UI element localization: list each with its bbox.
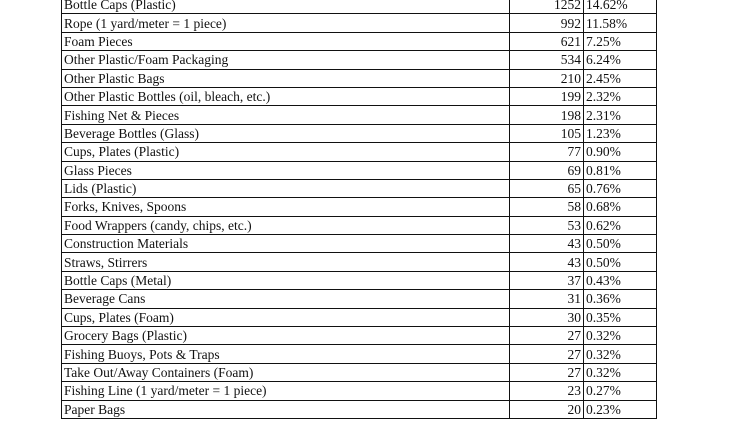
item-name-cell: Bottle Caps (Metal) bbox=[62, 271, 510, 289]
item-percent-cell: 0.90% bbox=[584, 143, 657, 161]
item-name-cell: Forks, Knives, Spoons bbox=[62, 198, 510, 216]
item-percent-cell: 0.35% bbox=[584, 308, 657, 326]
table-row bbox=[62, 290, 657, 308]
table-row bbox=[62, 124, 657, 142]
item-name-cell: Cups, Plates (Plastic) bbox=[62, 143, 510, 161]
table-row bbox=[62, 143, 657, 161]
item-count-cell: 43 bbox=[510, 253, 584, 271]
item-percent-cell: 0.43% bbox=[584, 271, 657, 289]
item-name-cell: Glass Pieces bbox=[62, 161, 510, 179]
table-row bbox=[62, 69, 657, 87]
item-percent-cell: 0.32% bbox=[584, 363, 657, 381]
item-name-cell: Bottle Caps (Plastic) bbox=[62, 0, 510, 14]
item-name-cell: Foam Pieces bbox=[62, 32, 510, 50]
debris-table-body bbox=[62, 0, 657, 418]
item-percent-cell: 0.76% bbox=[584, 179, 657, 197]
table-row bbox=[62, 216, 657, 234]
item-percent-cell: 6.24% bbox=[584, 51, 657, 69]
item-name-cell: Fishing Line (1 yard/meter = 1 piece) bbox=[62, 382, 510, 400]
item-percent-cell: 0.32% bbox=[584, 345, 657, 363]
item-percent-cell: 0.81% bbox=[584, 161, 657, 179]
item-percent-cell: 14.62% bbox=[584, 0, 657, 14]
item-count-cell: 58 bbox=[510, 198, 584, 216]
item-name-cell: Fishing Net & Pieces bbox=[62, 106, 510, 124]
item-name-cell: Straws, Stirrers bbox=[62, 253, 510, 271]
table-row bbox=[62, 179, 657, 197]
item-count-cell: 105 bbox=[510, 124, 584, 142]
item-name-cell: Other Plastic/Foam Packaging bbox=[62, 51, 510, 69]
item-percent-cell: 0.50% bbox=[584, 235, 657, 253]
item-percent-cell: 0.68% bbox=[584, 198, 657, 216]
table-row bbox=[62, 382, 657, 400]
item-count-cell: 30 bbox=[510, 308, 584, 326]
item-count-cell: 210 bbox=[510, 69, 584, 87]
item-percent-cell: 0.27% bbox=[584, 382, 657, 400]
item-count-cell: 621 bbox=[510, 32, 584, 50]
table-row bbox=[62, 271, 657, 289]
item-percent-cell: 1.23% bbox=[584, 124, 657, 142]
item-count-cell: 77 bbox=[510, 143, 584, 161]
item-count-cell: 37 bbox=[510, 271, 584, 289]
item-count-cell: 992 bbox=[510, 14, 584, 32]
table-row bbox=[62, 161, 657, 179]
table-row bbox=[62, 198, 657, 216]
item-name-cell: Cups, Plates (Foam) bbox=[62, 308, 510, 326]
item-name-cell: Lids (Plastic) bbox=[62, 179, 510, 197]
item-name-cell: Beverage Bottles (Glass) bbox=[62, 124, 510, 142]
item-count-cell: 69 bbox=[510, 161, 584, 179]
item-name-cell: Beverage Cans bbox=[62, 290, 510, 308]
item-name-cell: Take Out/Away Containers (Foam) bbox=[62, 363, 510, 381]
table-row bbox=[62, 0, 657, 14]
item-count-cell: 27 bbox=[510, 327, 584, 345]
item-percent-cell: 2.32% bbox=[584, 87, 657, 105]
item-percent-cell: 0.50% bbox=[584, 253, 657, 271]
item-count-cell: 23 bbox=[510, 382, 584, 400]
item-name-cell: Fishing Buoys, Pots & Traps bbox=[62, 345, 510, 363]
item-name-cell: Paper Bags bbox=[62, 400, 510, 418]
item-percent-cell: 0.36% bbox=[584, 290, 657, 308]
table-row bbox=[62, 32, 657, 50]
item-count-cell: 27 bbox=[510, 363, 584, 381]
item-percent-cell: 0.32% bbox=[584, 327, 657, 345]
table-row bbox=[62, 327, 657, 345]
table-row bbox=[62, 51, 657, 69]
table-row bbox=[62, 106, 657, 124]
item-name-cell: Grocery Bags (Plastic) bbox=[62, 327, 510, 345]
item-name-cell: Other Plastic Bottles (oil, bleach, etc.) bbox=[62, 87, 510, 105]
table-row bbox=[62, 235, 657, 253]
table-row bbox=[62, 253, 657, 271]
table-row bbox=[62, 308, 657, 326]
item-percent-cell: 11.58% bbox=[584, 14, 657, 32]
item-count-cell: 534 bbox=[510, 51, 584, 69]
item-percent-cell: 7.25% bbox=[584, 32, 657, 50]
item-name-cell: Rope (1 yard/meter = 1 piece) bbox=[62, 14, 510, 32]
item-count-cell: 20 bbox=[510, 400, 584, 418]
item-name-cell: Construction Materials bbox=[62, 235, 510, 253]
item-name-cell: Food Wrappers (candy, chips, etc.) bbox=[62, 216, 510, 234]
item-count-cell: 198 bbox=[510, 106, 584, 124]
table-row bbox=[62, 14, 657, 32]
item-count-cell: 43 bbox=[510, 235, 584, 253]
item-count-cell: 53 bbox=[510, 216, 584, 234]
item-count-cell: 1252 bbox=[510, 0, 584, 14]
item-percent-cell: 0.62% bbox=[584, 216, 657, 234]
table-row bbox=[62, 345, 657, 363]
item-count-cell: 31 bbox=[510, 290, 584, 308]
item-name-cell: Other Plastic Bags bbox=[62, 69, 510, 87]
item-count-cell: 27 bbox=[510, 345, 584, 363]
item-percent-cell: 2.31% bbox=[584, 106, 657, 124]
item-percent-cell: 2.45% bbox=[584, 69, 657, 87]
item-count-cell: 65 bbox=[510, 179, 584, 197]
table-row bbox=[62, 363, 657, 381]
table-row bbox=[62, 87, 657, 105]
table-row bbox=[62, 400, 657, 418]
item-count-cell: 199 bbox=[510, 87, 584, 105]
debris-table bbox=[61, 0, 657, 419]
item-percent-cell: 0.23% bbox=[584, 400, 657, 418]
